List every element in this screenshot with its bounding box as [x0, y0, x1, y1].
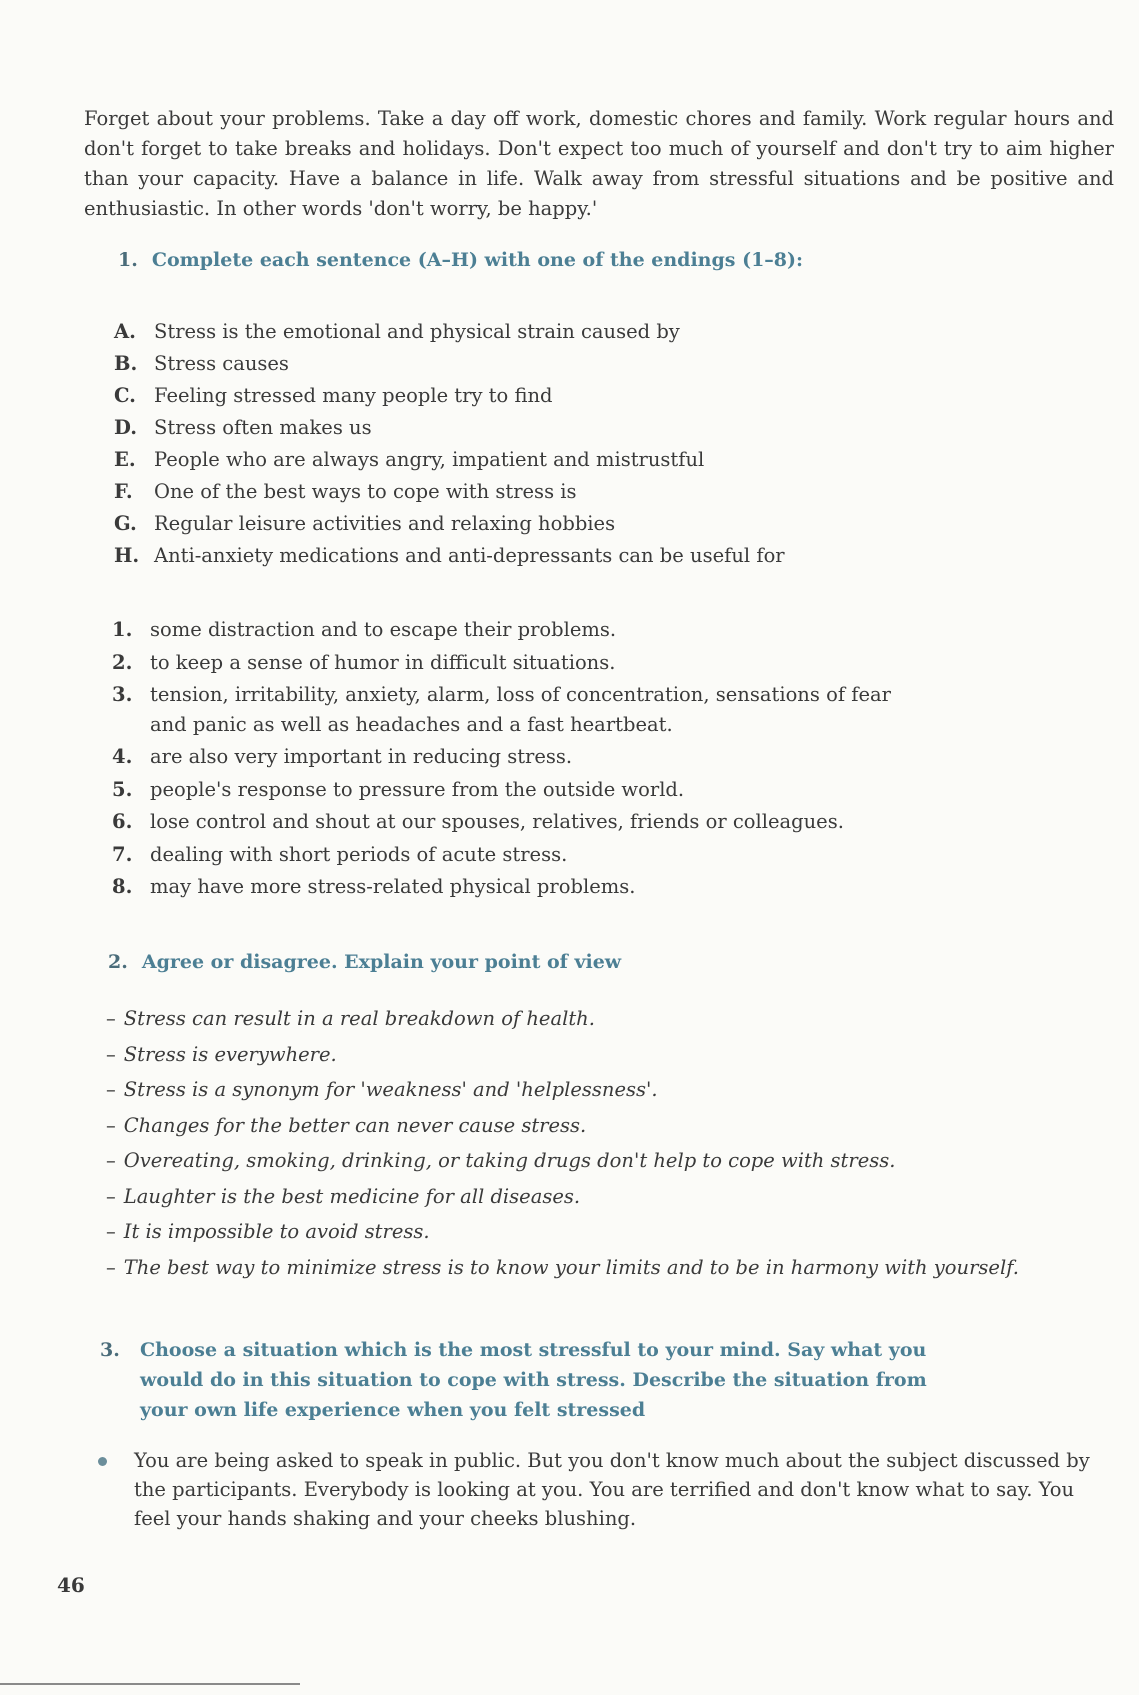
list-item: 4. are also very important in reducing stress. [112, 745, 573, 768]
task1-number: 1. [118, 249, 138, 271]
list-item: B. Stress causes [114, 352, 289, 375]
list-item: A. Stress is the emotional and physical strain caused by [114, 320, 680, 343]
list-item: 6. lose control and shout at our spouses, relatives, friends or colleagues. [112, 810, 844, 833]
endings-list [112, 614, 891, 904]
bullet-icon [98, 1457, 107, 1466]
list-item: H. Anti-anxiety medications and anti-depressants can be useful for [114, 544, 785, 567]
intro-paragraph: Forget about your problems. Take a day off work, domestic chores and family. Work regular hours and don't forget to take breaks and holidays. Don't expect too much of yourself and don't try to aim higher than your capacity. Have a balance in life. Walk away from stressful situations and be positive and enthusiastic. In other words 'don't worry, be happy.' [84, 107, 1114, 220]
list-item: 7. dealing with short periods of acute stress. [112, 842, 568, 866]
page-number: 46 [57, 1573, 85, 1597]
list-item: – Overeating, smoking, drinking, or taking drugs don't help to cope with stress. [106, 1149, 896, 1172]
task3-title: Choose a situation which is the most stressful to your mind. Say what you would do in this situation to cope with stress. Describe the situation from your own life experience when you felt stressed [140, 1339, 927, 1421]
list-item: 5. people's response to pressure from the outside world. [112, 777, 685, 801]
task2-title: Agree or disagree. Explain your point of view [141, 951, 622, 973]
sentence-list [114, 316, 785, 572]
list-item: C. Feeling stressed many people try to find [114, 384, 553, 407]
list-item: – It is impossible to avoid stress. [106, 1220, 430, 1243]
task1-title: Complete each sentence (A–H) with one of the endings (1–8): [151, 249, 804, 271]
list-item: 8. may have more stress-related physical problems. [112, 875, 636, 898]
list-item: G. Regular leisure activities and relaxing hobbies [114, 512, 616, 535]
list-item: E. People who are always angry, impatient and mistrustful [114, 448, 705, 471]
list-item: – Stress is a synonym for 'weakness' and 'helplessness'. [106, 1078, 658, 1101]
list-item: 3. tension, irritability, anxiety, alarm, loss of concentration, sensations of fear and panic as well as headaches and a fast heartbeat. [112, 683, 891, 736]
task3-number: 3. [100, 1339, 120, 1361]
situation-paragraph [98, 1446, 1098, 1533]
situation-text: You are being asked to speak in public. But you don't know much about the subject discussed by the participants. Everybody is looking at you. You are terrified and don't know what to say. You feel your hands shaking and your cheeks blushing. [134, 1449, 1090, 1530]
list-item: – The best way to minimize stress is to know your limits and to be in harmony with yourself. [106, 1255, 1019, 1279]
list-item: – Changes for the better can never cause stress. [106, 1113, 587, 1137]
list-item: – Laughter is the best medicine for all diseases. [106, 1184, 581, 1208]
task2-number: 2. [108, 951, 128, 973]
task1-heading [118, 245, 803, 275]
list-item: 2. to keep a sense of humor in difficult situations. [112, 650, 616, 674]
list-item: – Stress can result in a real breakdown of health. [106, 1007, 595, 1030]
list-item: 1. some distraction and to escape their problems. [112, 618, 617, 641]
list-item: – Stress is everywhere. [106, 1042, 337, 1066]
statements-list [106, 1001, 1019, 1285]
bottom-divider [0, 1683, 300, 1685]
task3-heading [100, 1335, 970, 1425]
list-item: D. Stress often makes us [114, 416, 372, 439]
task2-heading [108, 947, 621, 977]
list-item: F. One of the best ways to cope with stress is [114, 480, 577, 503]
